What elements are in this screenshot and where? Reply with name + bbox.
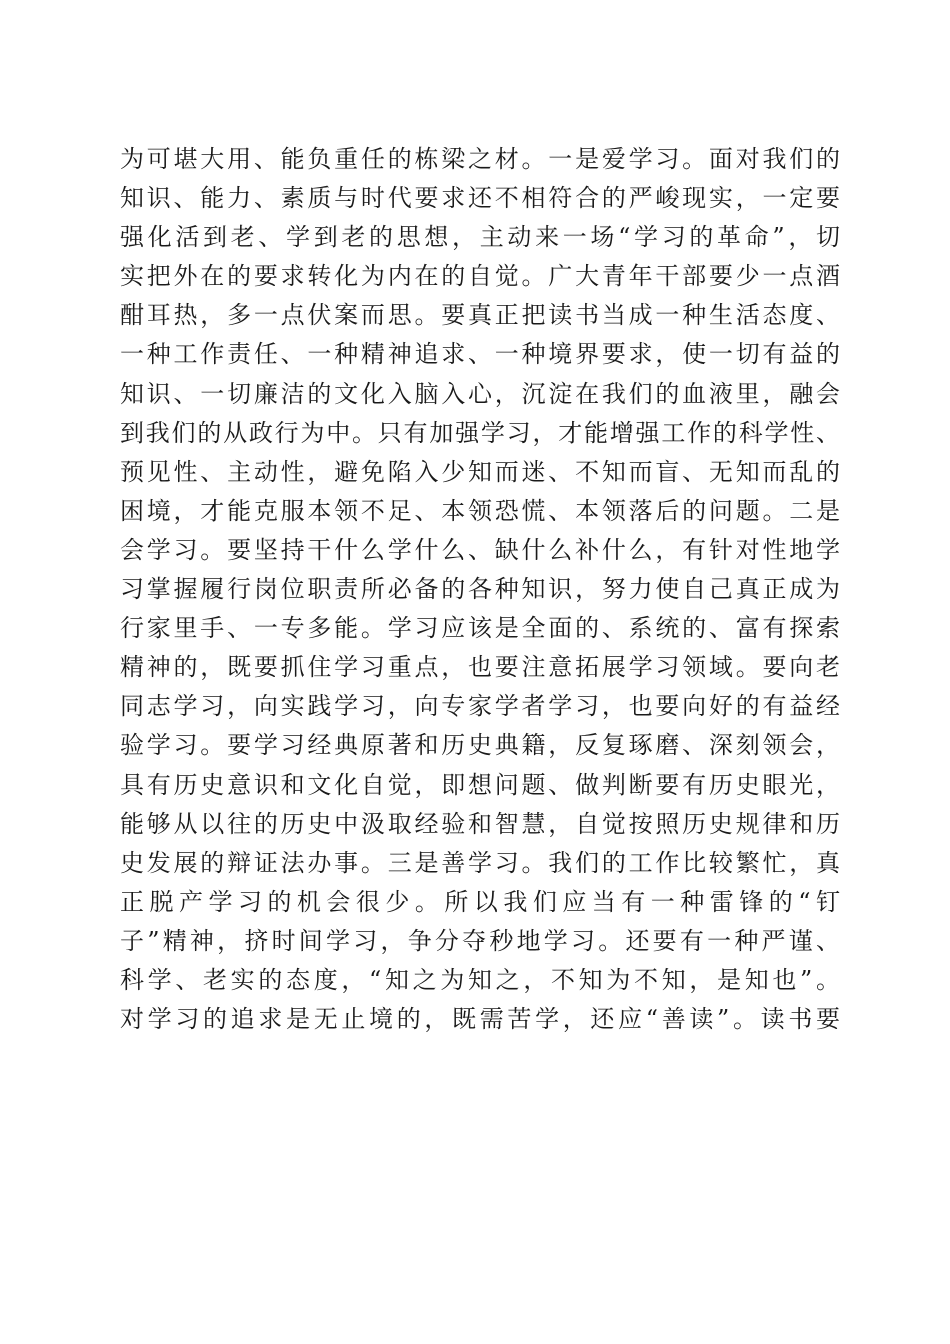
text-line: 同志学习，向实践学习，向专家学者学习，也要向好的有益经: [120, 692, 840, 721]
text-line: 预见性、主动性，避免陷入少知而迷、不知而盲、无知而乱的: [120, 457, 840, 486]
text-line: 酣耳热，多一点伏案而思。要真正把读书当成一种生活态度、: [120, 301, 840, 330]
body-text: [120, 140, 840, 1039]
text-line: 验学习。要学习经典原著和历史典籍，反复琢磨、深刻领会，: [120, 731, 840, 760]
text-line: 为可堪大用、能负重任的栋梁之材。一是爱学习。面对我们的: [120, 145, 840, 173]
text-line: 知识、一切廉洁的文化入脑入心，沉淀在我们的血液里，融会: [120, 379, 840, 408]
text-line: 到我们的从政行为中。只有加强学习，才能增强工作的科学性、: [120, 418, 840, 447]
text-line: 子”精神，挤时间学习，争分夺秒地学习。还要有一种严谨、: [120, 926, 840, 955]
text-line: 行家里手、一专多能。学习应该是全面的、系统的、富有探索: [120, 614, 840, 643]
text-line: 能够从以往的历史中汲取经验和智慧，自觉按照历史规律和历: [120, 809, 840, 838]
text-line: 困境，才能克服本领不足、本领恐慌、本领落后的问题。二是: [120, 496, 840, 525]
text-line: 实把外在的要求转化为内在的自觉。广大青年干部要少一点酒: [120, 262, 840, 291]
text-line: 具有历史意识和文化自觉，即想问题、做判断要有历史眼光，: [120, 770, 840, 799]
text-line: 史发展的辩证法办事。三是善学习。我们的工作比较繁忙，真: [120, 848, 840, 877]
text-line: 精神的，既要抓住学习重点，也要注意拓展学习领域。要向老: [120, 653, 840, 682]
text-line: 知识、能力、素质与时代要求还不相符合的严峻现实，一定要: [120, 184, 840, 213]
text-line: 对学习的追求是无止境的，既需苦学，还应“善读”。读书要: [120, 1005, 840, 1034]
text-line: 一种工作责任、一种精神追求、一种境界要求，使一切有益的: [120, 340, 840, 369]
text-line: 会学习。要坚持干什么学什么、缺什么补什么，有针对性地学: [120, 535, 840, 564]
text-line: 强化活到老、学到老的思想，主动来一场“学习的革命”，切: [120, 223, 840, 252]
text-line: 正脱产学习的机会很少。所以我们应当有一种雷锋的“钉: [120, 887, 840, 916]
text-line: 科学、老实的态度，“知之为知之，不知为不知，是知也”。: [120, 965, 840, 994]
text-line: 习掌握履行岗位职责所必备的各种知识，努力使自己真正成为: [120, 575, 840, 604]
